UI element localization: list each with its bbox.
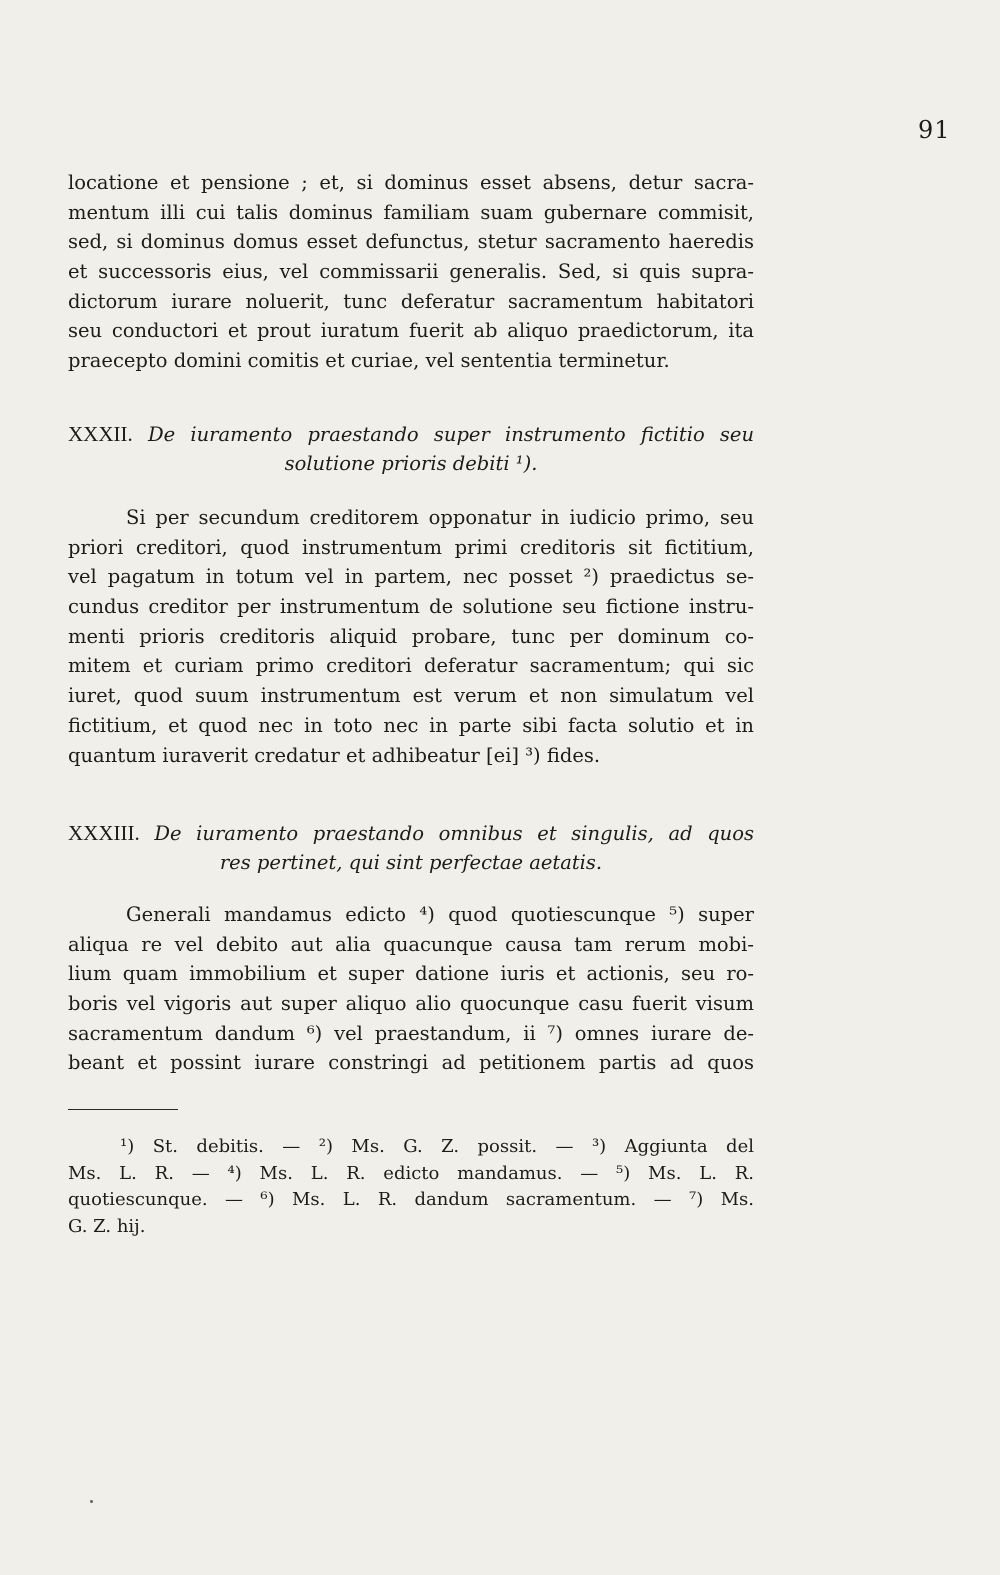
section-number: XXXII. [68, 422, 133, 446]
text-line: seu conductori et prout iuratum fuerit ab aliquo praedictorum, ita [68, 319, 754, 343]
section-title-line: De iuramento praestando omnibus et singulis, ad quos [154, 822, 754, 845]
paper-speck [90, 1500, 93, 1503]
section-title-line: De iuramento praestando super instrumento fictitio seu [147, 423, 755, 446]
footnote-line: quotiescunque. — ⁶) Ms. L. R. dandum sacramentum. — ⁷) Ms. [68, 1189, 754, 1210]
text-line: quantum iuraverit credatur et adhibeatur [ei] ³) fides. [68, 743, 601, 767]
section-title-line: res pertinet, qui sint perfectae aetatis. [219, 851, 603, 874]
text-line: sacramentum dandum ⁶) vel praestandum, ii ⁷) omnes iurare de- [68, 1021, 754, 1045]
paragraph-si-per-secundum [68, 503, 754, 770]
page-number: 91 [918, 116, 951, 144]
text-line: aliqua re vel debito aut alia quacunque causa tam rerum mobi- [68, 932, 754, 956]
text-line: vel pagatum in totum vel in partem, nec posset ²) praedictus se- [68, 565, 754, 589]
text-line: beant et possint iurare constringi ad petitionem partis ad quos [68, 1051, 754, 1075]
section-heading-xxxii [68, 419, 754, 479]
text-line: menti prioris creditoris aliquid probare, tunc per dominum co- [68, 624, 754, 648]
text-line: Si per secundum creditorem opponatur in iudicio primo, seu [126, 506, 754, 529]
text-line: praecepto domini comitis et curiae, vel sententia terminetur. [68, 349, 670, 373]
text-line: fictitium, et quod nec in toto nec in parte sibi facta solutio et in [68, 713, 754, 737]
text-line: iuret, quod suum instrumentum est verum et non simulatum vel [68, 684, 754, 708]
text-line: Generali mandamus edicto ⁴) quod quotiescunque ⁵) super [126, 903, 754, 926]
footnote-line: ¹) St. debitis. — ²) Ms. G. Z. possit. — ³) Aggiunta del [120, 1136, 754, 1157]
section-heading-xxxiii [68, 818, 754, 878]
text-line: lium quam immobilium et super datione iuris et actionis, seu ro- [68, 962, 754, 986]
section-title-line: solutione prioris debiti ¹). [284, 452, 538, 475]
text-line: boris vel vigoris aut super aliquo alio quocunque casu fuerit visum [68, 992, 754, 1016]
footnote-line: Ms. L. R. — ⁴) Ms. L. R. edicto mandamus. — ⁵) Ms. L. R. [68, 1162, 754, 1184]
footnote-line: G. Z. hij. [68, 1215, 146, 1237]
paragraph-generali-mandamus [68, 900, 754, 1078]
text-line: dictorum iurare noluerit, tunc deferatur sacramentum habitatori [68, 289, 754, 313]
text-line: cundus creditor per instrumentum de solutione seu fictione instru- [68, 595, 754, 619]
text-line: mitem et curiam primo creditori deferatur sacramentum; qui sic [68, 654, 754, 678]
text-line: locatione et pensione ; et, si dominus esset absens, detur sacra- [68, 171, 754, 194]
section-number: XXXIII. [68, 821, 140, 845]
footnotes [68, 1134, 754, 1240]
footnote-divider [68, 1109, 178, 1110]
paragraph-locatione [68, 168, 754, 376]
text-line: priori creditori, quod instrumentum primi creditoris sit fictitium, [68, 535, 754, 559]
text-line: et successoris eius, vel commissarii generalis. Sed, si quis supra- [68, 260, 754, 284]
text-line: mentum illi cui talis dominus familiam suam gubernare commisit, [68, 200, 754, 224]
text-line: sed, si dominus domus esset defunctus, stetur sacramento haeredis [68, 230, 754, 254]
